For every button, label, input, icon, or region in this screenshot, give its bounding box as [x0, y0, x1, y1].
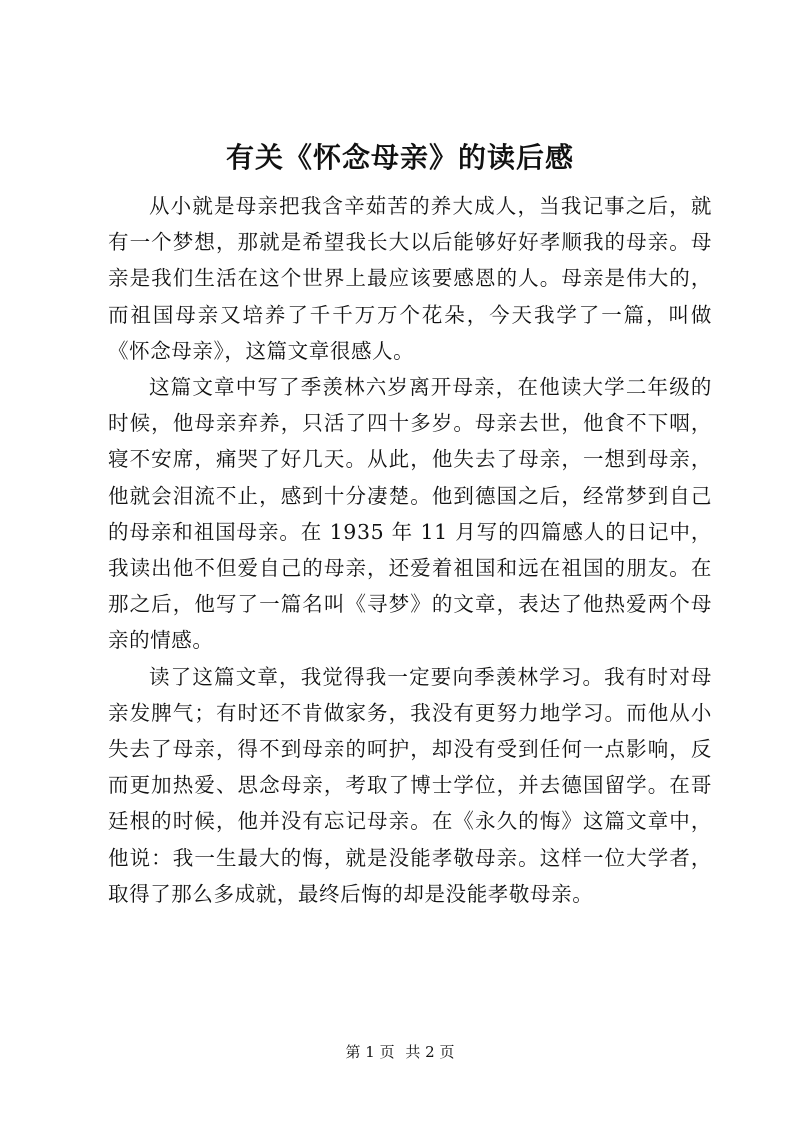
page-number: 第 1 页: [345, 1043, 395, 1061]
page-total: 共 2 页: [405, 1043, 455, 1061]
document-title: 有关《怀念母亲》的读后感: [225, 141, 574, 174]
document-body: [108, 188, 712, 912]
paragraph-2: 这篇文章中写了季羡林六岁离开母亲，在他读大学二年级的时候，他母亲弃养，只活了四十多岁。母亲去世，他食不下咽，寝不安席，痛哭了好几天。从此，他失去了母亲，一想到母亲，他就会泪流不止，感到十分凄楚。他到德国之后，经常梦到自己的母亲和祖国母亲。在 1935 年 11 月写的四篇感人的日记中，我读出他不但爱自己的母亲，还爱着祖国和远在祖国的朋友。在那之后，他写了一篇名叫《寻梦》的文章，表达了他热爱两个母亲的情感。: [108, 375, 712, 653]
paragraph-1: 从小就是母亲把我含辛茹苦的养大成人，当我记事之后，就有一个梦想，那就是希望我长大以后能够好好孝顺我的母亲。母亲是我们生活在这个世界上最应该要感恩的人。母亲是伟大的，而祖国母亲又培养了千千万万个花朵，今天我学了一篇，叫做《怀念母亲》，这篇文章很感人。: [108, 194, 712, 363]
paragraph-3: 读了这篇文章，我觉得我一定要向季羡林学习。我有时对母亲发脾气；有时还不肯做家务，我没有更努力地学习。而他从小失去了母亲，得不到母亲的呵护，却没有受到任何一点影响，反而更加热爱、思念母亲，考取了博士学位，并去德国留学。在哥廷根的时候，他并没有忘记母亲。在《永久的悔》这篇文章中，他说：我一生最大的悔，就是没能孝敬母亲。这样一位大学者，取得了那么多成就，最终后悔的却是没能孝敬母亲。: [108, 664, 712, 906]
page-footer: [0, 1042, 800, 1062]
